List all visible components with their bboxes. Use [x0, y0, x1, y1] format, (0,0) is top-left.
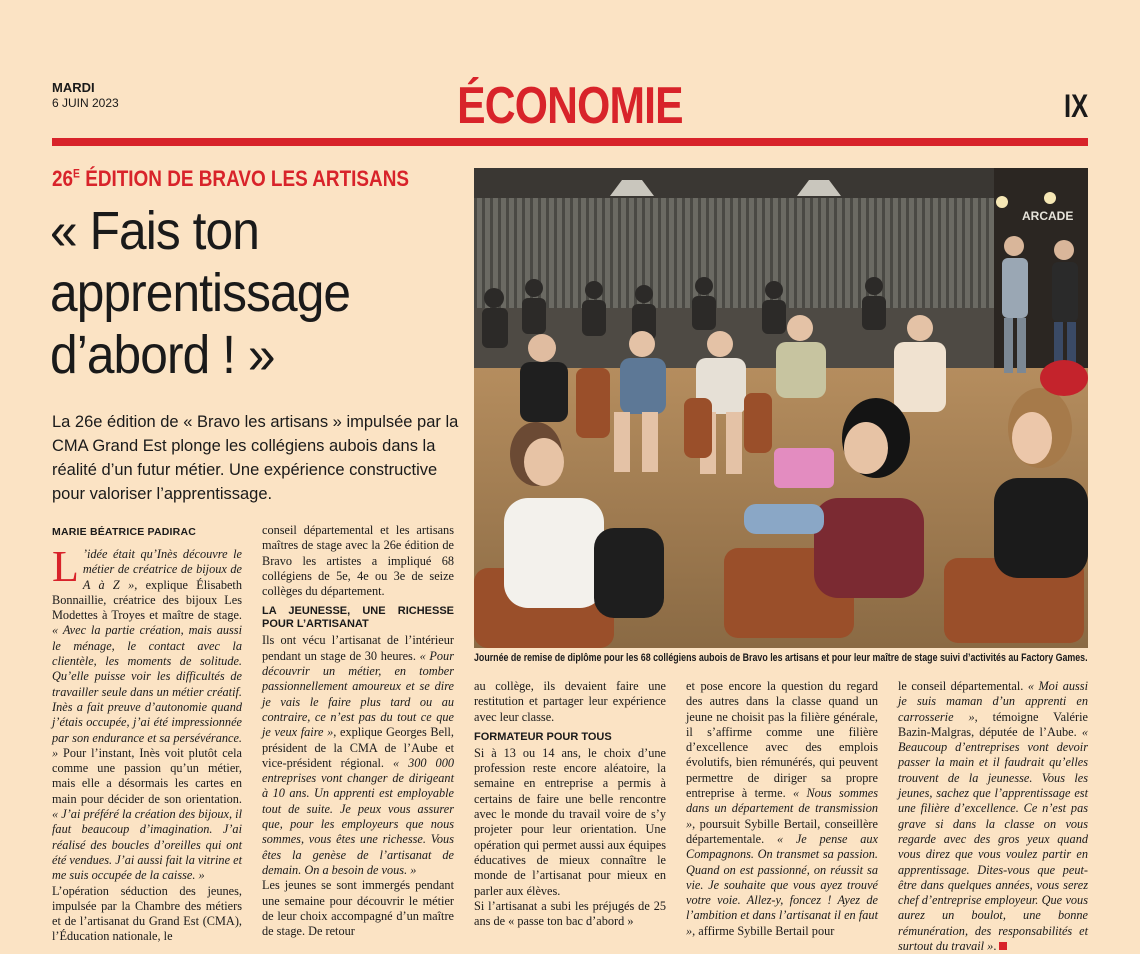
body-text: , poursuit Sybille Bertail, conseillère départementale.: [686, 816, 878, 846]
paragraph: [52, 542, 242, 884]
paragraph: [898, 679, 1088, 954]
article-headline: « Fais ton apprentissage d’abord ! »: [50, 201, 351, 385]
arcade-sign: ARCADE: [1022, 209, 1074, 223]
article-photo: [474, 168, 1088, 648]
header-rule: [52, 138, 1088, 146]
subheading: FORMATEUR POUR TOUS: [474, 730, 612, 743]
section-rubric: ÉCONOMIE: [457, 77, 683, 135]
quote-text: « Avec la partie création, mais aussi le ménage, le contact avec la clientèle, les moments de solitude. Qu’elle puisse voir les difficultés de travailler seule dans un métier créatif. Inès a fait preuve d’autonomie quand j’étais occupée, j’ai été impressionnée par son endurance et sa persévérance. »: [52, 623, 242, 760]
body-text: , explique Georges Bell, président de la CMA de l’Aube et vice-président régional.: [262, 725, 454, 770]
body-text: le conseil départemental.: [898, 679, 1028, 693]
issue-date: 6 JUIN 2023: [52, 96, 119, 110]
kicker-text: ÉDITION DE BRAVO LES ARTISANS: [79, 166, 409, 191]
issue-day: MARDI: [52, 80, 95, 95]
paragraph: Si à 13 ou 14 ans, le choix d’une profession reste encore aléatoire, la semaine en entreprise a permis à certains de faire une belle rencontre avec le monde du travail voire de s’y projeter pour leur orientation. Une opération qui permet aussi aux équipes éducatives de mieux connaître le monde de l’artisanat pour mieux en parler aux élèves.: [474, 745, 666, 898]
body-text: , explique Élisabeth Bonnaillie, créatrice des bijoux Les Modettes à Troyes et maître de stage.: [52, 577, 242, 623]
group-photo-illustration: [474, 168, 1088, 648]
photo-caption: Journée de remise de diplôme pour les 68 collégiens aubois de Bravo les artisans et pour leur maître de stage suivi d’activités au Factory Games.: [474, 652, 1088, 664]
paragraph: Si l’artisanat a subi les préjugés de 25 ans de « passe ton bac d’abord »: [474, 898, 666, 929]
quote-text: « Beaucoup d’entreprises vont devoir passer la main et il faudrait qu’elles trouvent de la jeunesse. Vous les jeunes, sachez que l’apprentissage est une filière d’excellence. Ce n’est pas grave si dans la classe on vous regarde avec des gros yeux quand vous direz que vous voulez partir en apprentissage. Dites-vous que peut-être dans quelques années, vous serez chef d’entreprise employeur. Que vous aurez un boulot, une bonne rémunération, des responsabilités et surtout du travail »: [898, 724, 1088, 954]
drop-cap: L: [52, 542, 79, 591]
body-column-1: [52, 542, 242, 945]
body-column-3: [474, 679, 666, 929]
quote-text: « Moi aussi je suis maman d’un apprenti en carrosserie »: [898, 679, 1088, 724]
paragraph: au collège, ils devaient faire une restitution et partager leur expérience avec leur classe.: [474, 679, 666, 724]
quote-text: « Pour découvrir un métier, en tomber passionnellement amoureux et se dire je vais le faire plus tard ou au contraire, ce n’est pas du tout ce que je veux faire »: [262, 648, 454, 740]
paragraph: [686, 679, 878, 939]
article-byline: MARIE BÉATRICE PADIRAC: [52, 526, 197, 538]
end-of-article-mark: [999, 942, 1007, 950]
paragraph: Les jeunes se sont immergés pendant une semaine pour découvrir le métier de leur choix accompagné d’un maître de stage. De retour: [262, 878, 454, 939]
paragraph: conseil départemental et les artisans maîtres de stage avec la 26e édition de Bravo les artistes a impliqué 68 collégiens de 5e, 4e ou 3e de seize collèges du département.: [262, 523, 454, 599]
body-column-2: [262, 523, 454, 939]
body-text: et pose encore la question du regard des autres dans la classe quand un jeune ne choisit pas la filière générale, il s’affirme comme une filière d’excellence avec des emplois évolutifs, bien rémunérés, qui peuvent permettre de diriger sa propre entreprise à terme.: [686, 679, 878, 801]
quote-text: « Nous sommes dans un département de transmission »: [686, 786, 878, 831]
article-lede: La 26e édition de « Bravo les artisans » impulsée par la CMA Grand Est plonge les collégiens aubois dans la réalité d’un futur métier. Une expérience constructive pour valoriser l’apprentissage.: [52, 413, 459, 503]
body-column-4: [686, 679, 878, 939]
quote-text: « J’ai préféré la création des bijoux, il faut beaucoup d’imagination. J’ai réalisé des boucles d’oreilles qui ont été vendues. J’ai aussi fait la vitrine et me suis occupée de la caisse. »: [52, 807, 242, 883]
quote-text: « 300 000 entreprises vont changer de dirigeant à 10 ans. Un apprenti est employable tout de suite. Je peux vous assurer que, pour les employeurs que nous sommes, vous êtes une richesse. Vous êtes la genèse de l’artisanat de demain. On a besoin de vous. »: [262, 755, 454, 877]
body-text: , témoigne Valérie Bazin-Malgras, députée de l’Aube.: [898, 709, 1088, 739]
kicker-number: 26: [52, 166, 74, 191]
paragraph: [262, 633, 454, 878]
body-text: .: [993, 939, 997, 954]
page-number: IX: [1063, 88, 1088, 124]
kicker-ordinal: E: [73, 166, 80, 181]
paragraph: L’opération séduction des jeunes, impulsée par la Chambre des métiers et de l’artisanat du Grand Est (CMA), l’Éducation nationale, le: [52, 883, 242, 944]
body-column-5: [898, 679, 1088, 954]
article-kicker: [52, 166, 409, 192]
quote-text: « Je pense aux Compagnons. On transmet sa passion. Quand on est passionné, on réussit sa vie. Je souhaite que vous ayez trouvé votre voie. Allez-y, foncez ! Ayez de l’ambition et dans l’artisanat il en faut »: [686, 831, 878, 938]
subheading: LA JEUNESSE, UNE RICHESSE POUR L’ARTISANAT: [262, 605, 454, 631]
body-text: , affirme Sybille Bertail pour: [692, 923, 835, 938]
body-text: Ils ont vécu l’artisanat de l’intérieur pendant un stage de 30 heures.: [262, 633, 454, 663]
body-text: Pour l’instant, Inès voit plutôt cela comme une passion qu’un métier, mais elle a désormais les cartes en main pour décider de son orientation.: [52, 745, 242, 806]
quote-text: ’idée était qu’Inès découvre le métier de créatrice de bijoux de A à Z »: [82, 547, 242, 592]
